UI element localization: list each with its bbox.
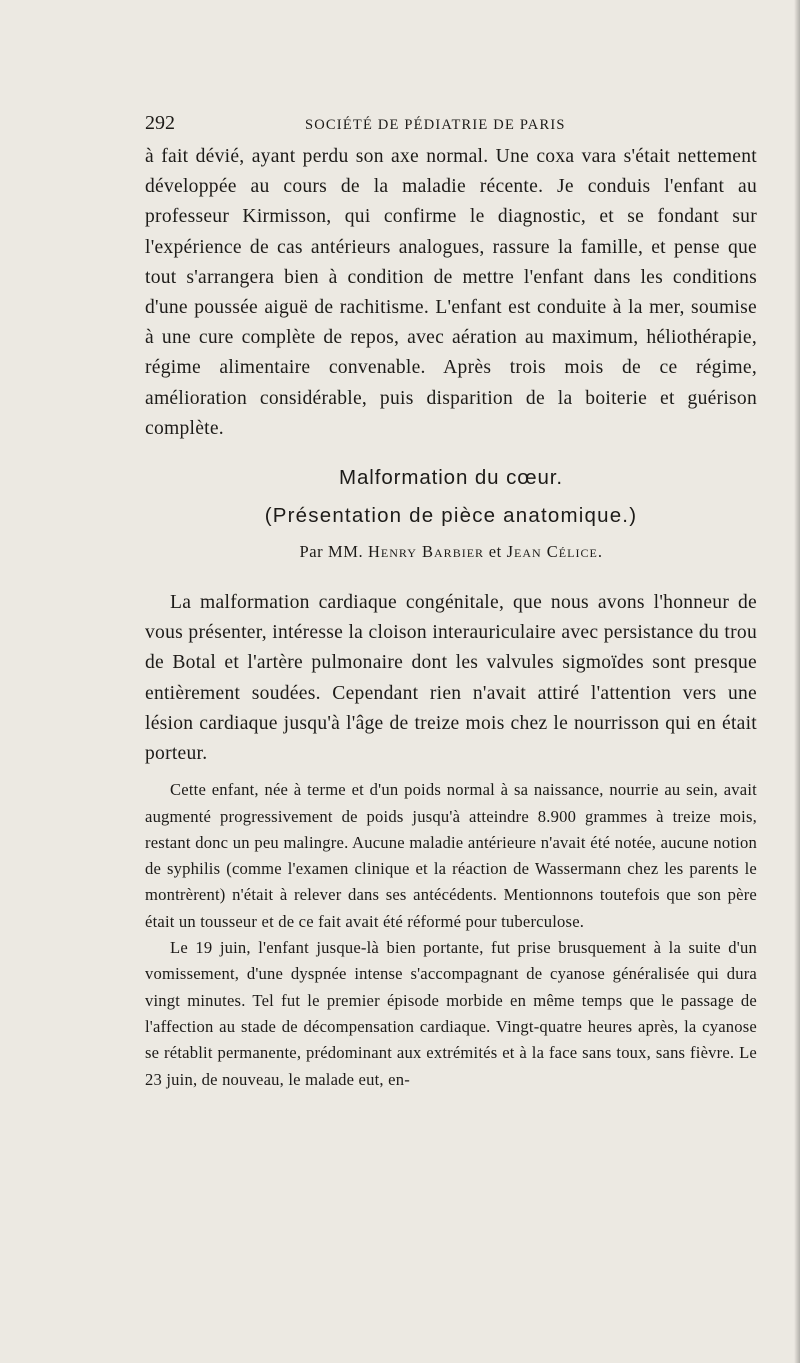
- authors-line: [145, 538, 757, 566]
- intro-paragraph: à fait dévié, ayant perdu son axe normal. Une coxa vara s'était nettement développée au cours de la maladie récente. Je conduis l'enfant au professeur Kirmisson, qui confirme le diagnostic, et se fondant sur l'expérience de cas antérieurs analogues, rassure la famille, et pense que tout s'arrangera bien à condition de mettre l'enfant dans les conditions d'une poussée aiguë de rachitisme. L'enfant est conduite à la mer, soumise à une cure complète de repos, avec aération au maximum, héliothérapie, régime alimentaire convenable. Après trois mois de ce régime, amélioration considérable, puis disparition de la boiterie et guérison complète.: [145, 146, 757, 439]
- authors-prefix: Par MM.: [299, 542, 368, 562]
- book-page: [145, 112, 757, 1093]
- author-name: Jean Célice: [506, 542, 598, 562]
- case-paragraph: Le 19 juin, l'enfant jusque-là bien portante, fut prise brusquement à la suite d'un vomissement, d'une dyspnée intense s'accompagnant de cyanose généralisée qui dura vingt minutes. Tel fut le premier épisode morbide en même temps que le passage de l'affection au stade de décompensation cardiaque. Vingt-quatre heures après, la cyanose se rétablit permanente, prédominant aux extrémités et à la face sans toux, sans fièvre. Le 23 juin, de nouveau, le malade eut, en-: [145, 938, 757, 1089]
- running-head: SOCIÉTÉ DE PÉDIATRIE DE PARIS: [305, 117, 566, 133]
- page-edge-shadow: [794, 0, 800, 1363]
- author-name: Henry Barbier: [367, 542, 485, 562]
- authors-suffix: .: [597, 542, 603, 562]
- section-title: Malformation du cœur.: [339, 466, 563, 490]
- section-subtitle: (Présentation de pièce anatomique.): [264, 504, 638, 528]
- case-paragraph: Cette enfant, née à terme et d'un poids normal à sa naissance, nourrie au sein, avait augmenté progressivement de poids jusqu'à atteindre 8.900 grammes à treize mois, restant donc un peu malingre. Aucune maladie antérieure n'avait été notée, aucune notion de syphilis (comme l'examen clinique et la réaction de Wassermann chez les parents le montrèrent) n'était à relever dans ses antécédents. Mentionnons toutefois que son père était un tousseur et de ce fait avait été réformé pour tuberculose.: [145, 780, 757, 931]
- authors-join: et: [484, 542, 507, 562]
- page-header: [145, 112, 757, 142]
- page-number: 292: [145, 112, 175, 134]
- body-paragraph: La malformation cardiaque congénitale, que nous avons l'honneur de vous présenter, intéresse la cloison interauriculaire avec persistance du trou de Botal et l'artère pulmonaire dont les valvules sigmoïdes sont presque entièrement soudées. Cependant rien n'avait attiré l'attention vers une lésion cardiaque jusqu'à l'âge de treize mois chez le nourrisson qui en était porteur.: [145, 592, 757, 765]
